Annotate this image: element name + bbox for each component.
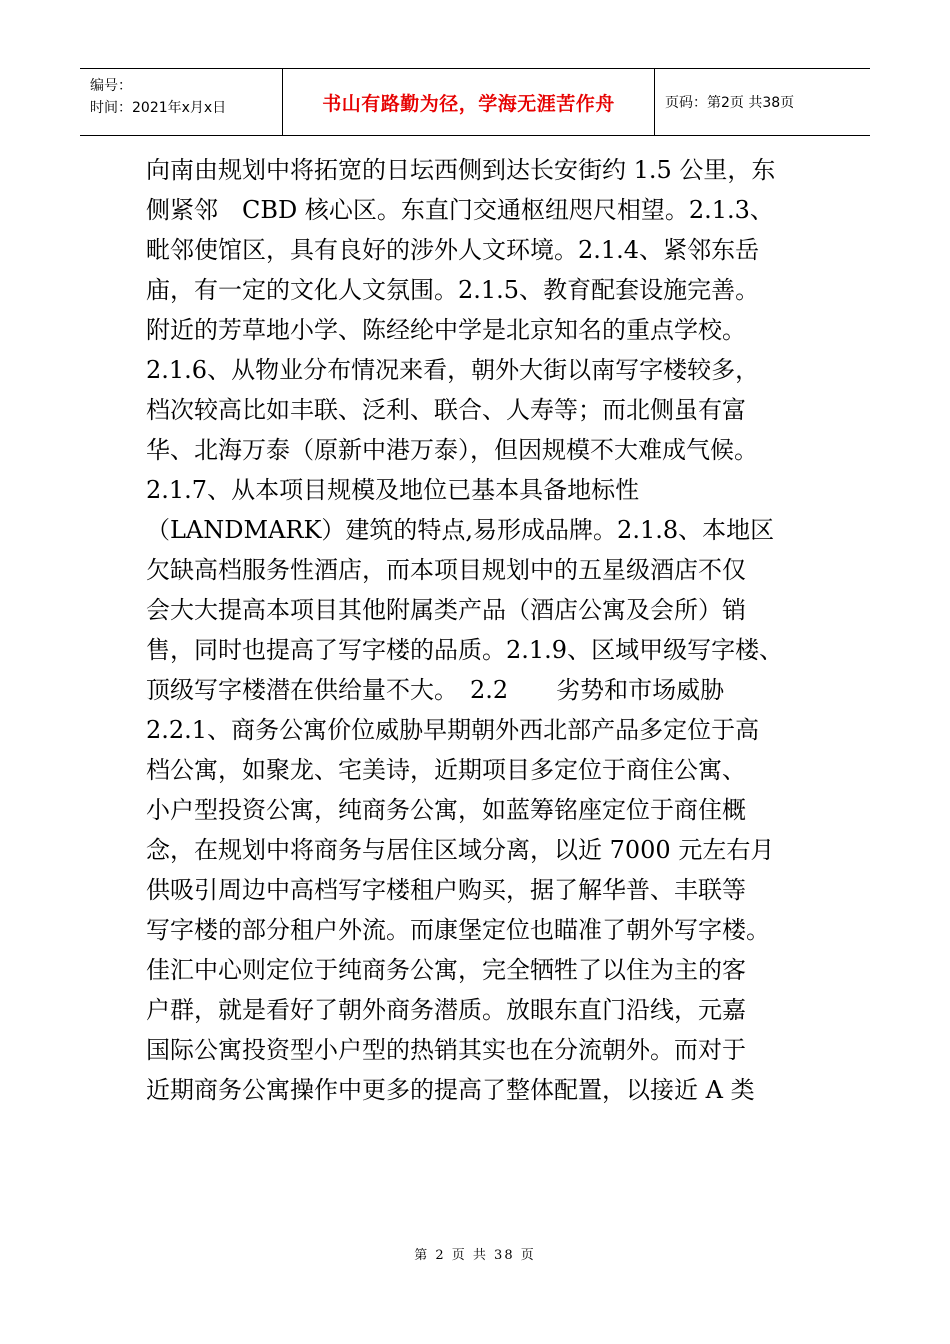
body-line: 2.1.7、从本项目规模及地位已基本具备地标性 [146, 476, 640, 504]
document-number-label: 编号： [90, 78, 132, 94]
body-line: 向南由规划中将拓宽的日坛西侧到达长安街约 1.5 公里，东 [146, 156, 776, 184]
body-line: 小户型投资公寓，纯商务公寓，如蓝筹铭座定位于商住概 [146, 796, 746, 824]
document-time-label: 时间：2021年x月x日 [90, 100, 227, 116]
body-line: 侧紧邻 CBD 核心区。东直门交通枢纽咫尺相望。2.1.3、 [146, 196, 774, 224]
body-line: 顶级写字楼潜在供给量不大。 2.2 劣势和市场威胁 [146, 676, 725, 704]
body-line: 念，在规划中将商务与居住区域分离，以近 7000 元左右月 [146, 836, 775, 864]
body-line: 欠缺高档服务性酒店，而本项目规划中的五星级酒店不仅 [146, 556, 746, 584]
body-line: 档公寓，如聚龙、宅美诗，近期项目多定位于商住公寓、 [146, 756, 746, 784]
header-page-info: 页码：第2页 共38页 [665, 95, 795, 111]
body-line: 佳汇中心则定位于纯商务公寓，完全牺牲了以住为主的客 [146, 956, 746, 984]
body-line: 附近的芳草地小学、陈经纶中学是北京知名的重点学校。 [146, 316, 746, 344]
body-line: 会大大提高本项目其他附属类产品（酒店公寓及会所）销 [146, 596, 746, 624]
page-footer: 第 2 页 共 38 页 [414, 1248, 536, 1263]
document-body [146, 150, 806, 1110]
body-line: 售，同时也提高了写字楼的品质。2.1.9、区域甲级写字楼、 [146, 636, 784, 664]
body-line: 华、北海万泰（原新中港万泰），但因规模不大难成气候。 [146, 436, 758, 464]
document-header [80, 68, 870, 136]
body-line: 2.2.1、商务公寓价位威胁早期朝外西北部产品多定位于高 [146, 716, 760, 744]
header-meta-cell [80, 69, 283, 135]
body-line: （LANDMARK）建筑的特点,易形成品牌。2.1.8、本地区 [146, 516, 775, 544]
body-line: 2.1.6、从物业分布情况来看，朝外大街以南写字楼较多， [146, 356, 760, 384]
body-line: 户群，就是看好了朝外商务潜质。放眼东直门沿线，元嘉 [146, 996, 746, 1024]
body-line: 近期商务公寓操作中更多的提高了整体配置，以接近 A 类 [146, 1076, 755, 1104]
header-motto: 书山有路勤为径，学海无涯苦作舟 [283, 69, 655, 135]
body-line: 毗邻使馆区，具有良好的涉外人文环境。2.1.4、紧邻东岳 [146, 236, 760, 264]
body-line: 供吸引周边中高档写字楼租户购买，据了解华普、丰联等 [146, 876, 746, 904]
body-line: 国际公寓投资型小户型的热销其实也在分流朝外。而对于 [146, 1036, 746, 1064]
body-line: 档次较高比如丰联、泛利、联合、人寿等；而北侧虽有富 [146, 396, 746, 424]
body-line: 庙，有一定的文化人文氛围。2.1.5、教育配套设施完善。 [146, 276, 760, 304]
body-line: 写字楼的部分租户外流。而康堡定位也瞄准了朝外写字楼。 [146, 916, 770, 944]
